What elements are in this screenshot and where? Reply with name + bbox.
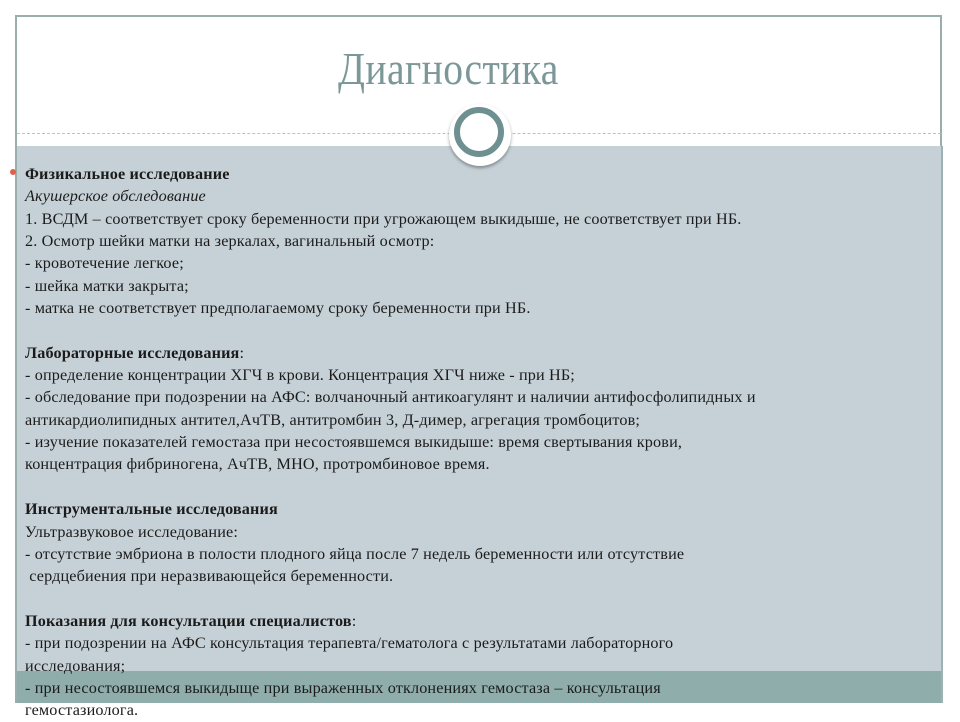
section-heading-instrumental: Инструментальные исследования [25, 500, 278, 519]
text-line: 1. ВСДМ – соответствует сроку беременности при угрожающем выкидыше, не соответствует при НБ. [25, 209, 742, 228]
spacer [25, 588, 955, 610]
text-line: - изучение показателей гемостаза при несостоявшемся выкидыше: время свертывания крови, [25, 433, 683, 452]
slide-body [25, 163, 955, 722]
text-line: - кровотечение легкое; [25, 254, 184, 273]
heading-text: Лабораторные исследования [25, 343, 240, 362]
text-line: - шейка матки закрыта; [25, 276, 189, 295]
text-line: концентрация фибриногена, АчТВ, МНО, протромбиновое время. [25, 455, 490, 474]
text-line: - матка не соответствует предполагаемому сроку беременности при НБ. [25, 299, 531, 318]
text-line: - отсутствие эмбриона в полости плодного яйца после 7 недель беременности или отсутствие [25, 544, 685, 563]
text-line: - обследование при подозрении на АФС: волчаночный антикоагулянт и наличии антифосфолипидных и [25, 388, 756, 407]
spacer [25, 476, 955, 498]
heading-colon: : [239, 343, 245, 362]
text-line: - при подозрении на АФС консультация терапевта/гематолога с результатами лабораторного [25, 634, 674, 653]
spacer [25, 319, 955, 341]
circle-ornament-icon [454, 107, 504, 157]
text-line: 2. Осмотр шейки матки на зеркалах, вагинальный осмотр: [25, 232, 435, 251]
text-line: гемостазиолога. [25, 701, 139, 720]
heading-colon: : [351, 611, 357, 630]
section-heading-lab [25, 342, 955, 364]
slide-title: Диагностика [337, 43, 559, 94]
text-line: Ультразвуковое исследование: [25, 522, 239, 541]
section-heading-consult [25, 610, 955, 632]
text-line: исследования; [25, 656, 126, 675]
heading-text: Показания для консультации специалистов [25, 611, 352, 630]
section-subheading-obstetric: Акушерское обследование [25, 187, 206, 206]
text-line: - при несостоявшемся выкидыще при выраженных отклонениях гемостаза – консультация [25, 678, 661, 697]
text-line: антикардиолипидных антител,АчТВ, антитромбин 3, Д-димер, агрегация тромбоцитов; [25, 410, 641, 429]
text-line: - определение концентрации ХГЧ в крови. Концентрация ХГЧ ниже - при НБ; [25, 366, 575, 385]
bullet-dot-icon [10, 169, 16, 175]
text-line: сердцебиения при неразвивающейся беременности. [25, 567, 394, 586]
section-heading-physical: Физикальное исследование [25, 165, 230, 183]
